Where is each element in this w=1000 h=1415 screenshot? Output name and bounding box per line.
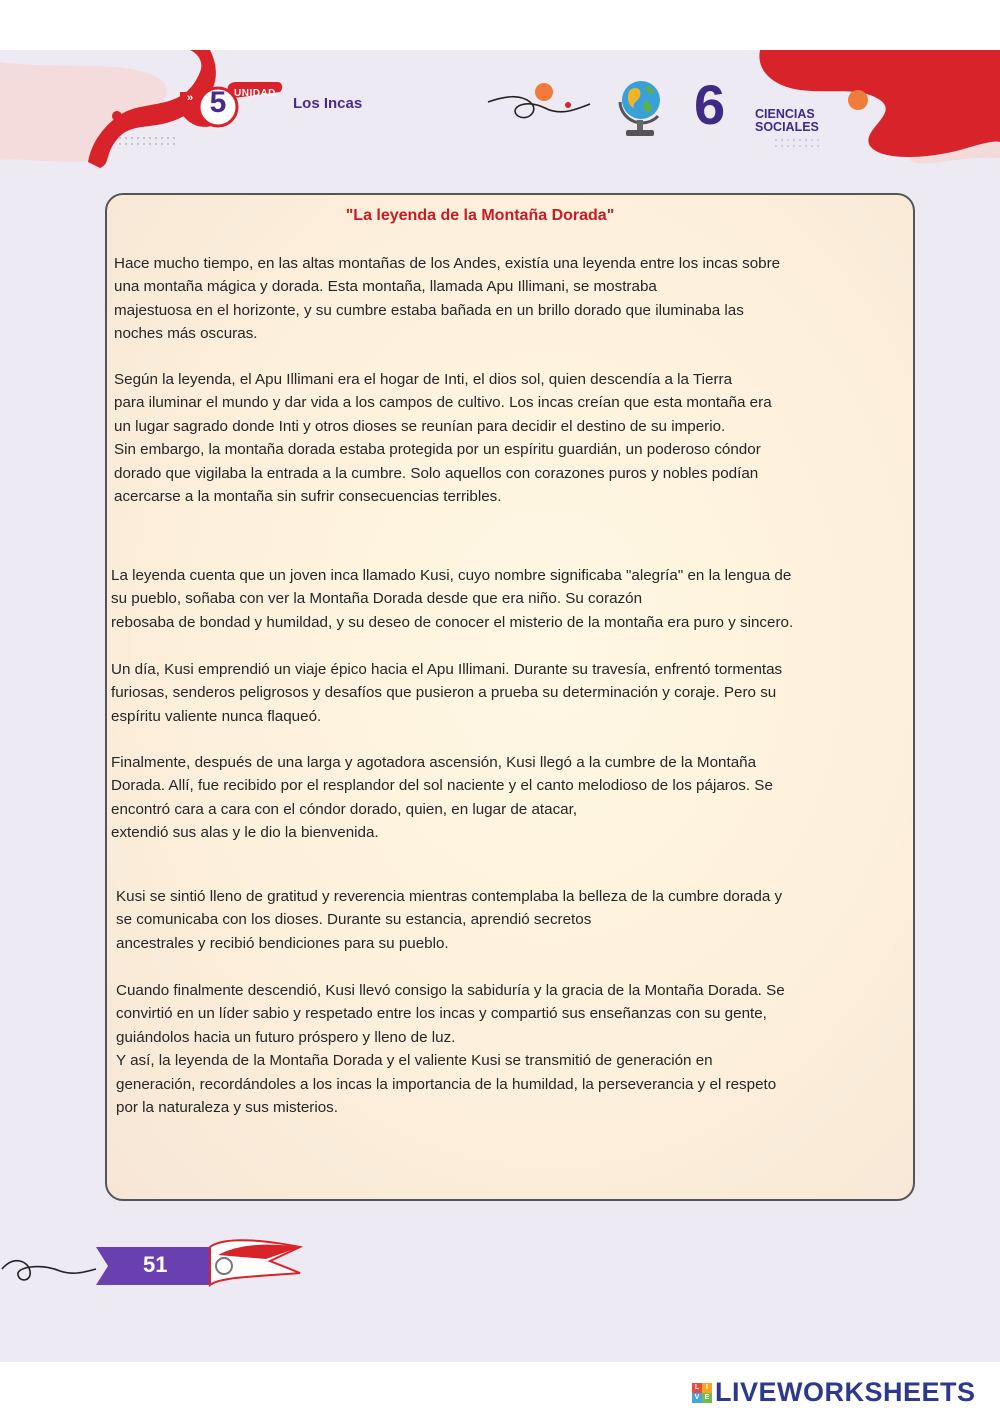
unit-title: Los Incas xyxy=(293,95,363,112)
story-line: una montaña mágica y dorada. Esta montaña, llamada Apu Illimani, se mostraba xyxy=(114,278,657,296)
story-paragraph xyxy=(111,751,895,845)
story-line: Finalmente, después de una larga y agotadora ascensión, Kusi llegó a la cumbre de la Montaña xyxy=(111,754,757,771)
unit-number: 5 xyxy=(209,86,227,119)
story-line: Según la leyenda, el Apu Illimani era el hogar de Inti, el dios sol, quien descendía a la Tierra xyxy=(114,371,733,388)
story-line: guiándolos hacia un futuro próspero y lleno de luz. xyxy=(116,1028,456,1046)
story-paragraph xyxy=(111,658,895,728)
story-line: se comunicaba con los dioses. Durante su estancia, aprendió secretos xyxy=(116,911,592,929)
story-line: noches más oscuras. xyxy=(114,325,258,343)
story-paragraph xyxy=(111,564,907,634)
unit-label: UNIDAD xyxy=(234,88,276,99)
liveworksheets-brand: LIVEWORKSHEETS xyxy=(715,1377,976,1407)
story-line: encontró cara a cara con el cóndor dorado, quien, en lugar de atacar, xyxy=(111,800,578,818)
subject-line-2: SOCIALES xyxy=(755,120,819,134)
grade-number: 6 xyxy=(694,73,726,136)
story-line: La leyenda cuenta que un joven inca llamado Kusi, cuyo nombre significaba "alegría" en la lengua de xyxy=(111,567,792,584)
story-line: espíritu valiente nunca flaqueó. xyxy=(111,707,322,725)
story-line: Kusi se sintió lleno de gratitud y reverencia mientras contemplaba la belleza de la cumbre dorada y xyxy=(116,888,783,905)
story-line: acercarse a la montaña sin sufrir consecuencias terribles. xyxy=(114,488,502,506)
svg-text:»: » xyxy=(187,92,194,104)
story-paragraph xyxy=(114,368,886,508)
globe-icon xyxy=(612,72,666,142)
story-line: su pueblo, soñaba con ver la Montaña Dorada desde que era niño. Su corazón xyxy=(111,590,643,608)
story-line: para iluminar el mundo y dar vida a los campos de cultivo. Los incas creían que esta montaña era xyxy=(114,394,772,412)
story-line: majestuosa en el horizonte, y su cumbre estaba bañada en un brillo dorado que iluminaba las xyxy=(114,301,744,319)
story-line: un lugar sagrado donde Inti y otros dioses se reunían para decidir el destino de su imperio. xyxy=(114,417,726,435)
story-line: furiosas, senderos peligrosos y desafíos que pusieron a prueba su determinación y coraje. Pero su xyxy=(111,684,777,702)
story-paragraph xyxy=(116,885,893,955)
story-paragraph xyxy=(114,252,886,346)
story-line: ancestrales y recibió bendiciones para su pueblo. xyxy=(116,934,449,952)
story-line: Hace mucho tiempo, en las altas montañas de los Andes, existía una leyenda entre los incas sobre xyxy=(114,255,781,272)
story-title: "La leyenda de la Montaña Dorada" xyxy=(345,207,615,224)
liveworksheets-logo[interactable] xyxy=(692,1377,976,1408)
subject-name xyxy=(755,108,819,134)
story-paragraph xyxy=(116,979,893,1119)
story-line: convirtió en un líder sabio y respetado entre los incas y compartió sus enseñanzas con su gente, xyxy=(116,1005,767,1023)
page-number: 51 xyxy=(143,1252,168,1277)
story-line: por la naturaleza y sus misterios. xyxy=(116,1099,338,1117)
story-line: Y así, la leyenda de la Montaña Dorada y el valiente Kusi se transmitió de generación en xyxy=(116,1052,713,1070)
story-line: generación, recordándoles a los incas la importancia de la humildad, la perseverancia y el respeto xyxy=(116,1075,777,1093)
story-line: rebosaba de bondad y humildad, y su deseo de conocer el misterio de la montaña era puro y sincero. xyxy=(111,613,794,631)
story-line: Un día, Kusi emprendió un viaje épico hacia el Apu Illimani. Durante su travesía, enfrentó tormentas xyxy=(111,661,783,678)
story-line: Dorada. Allí, fue recibido por el resplandor del sol naciente y el canto melodioso de los pájaros. Se xyxy=(111,777,773,795)
liveworksheets-icon: L I V E xyxy=(692,1383,712,1403)
story-line: extendió sus alas y le dio la bienvenida. xyxy=(111,824,379,842)
subject-line-1: CIENCIAS xyxy=(755,107,815,121)
story-line: Sin embargo, la montaña dorada estaba protegida por un espíritu guardián, un poderoso cóndor xyxy=(114,441,761,459)
story-line: dorado que vigilaba la entrada a la cumbre. Solo aquellos con corazones puros y nobles podían xyxy=(114,464,759,482)
story-line: Cuando finalmente descendió, Kusi llevó consigo la sabiduría y la gracia de la Montaña Dorada. Se xyxy=(116,982,785,999)
